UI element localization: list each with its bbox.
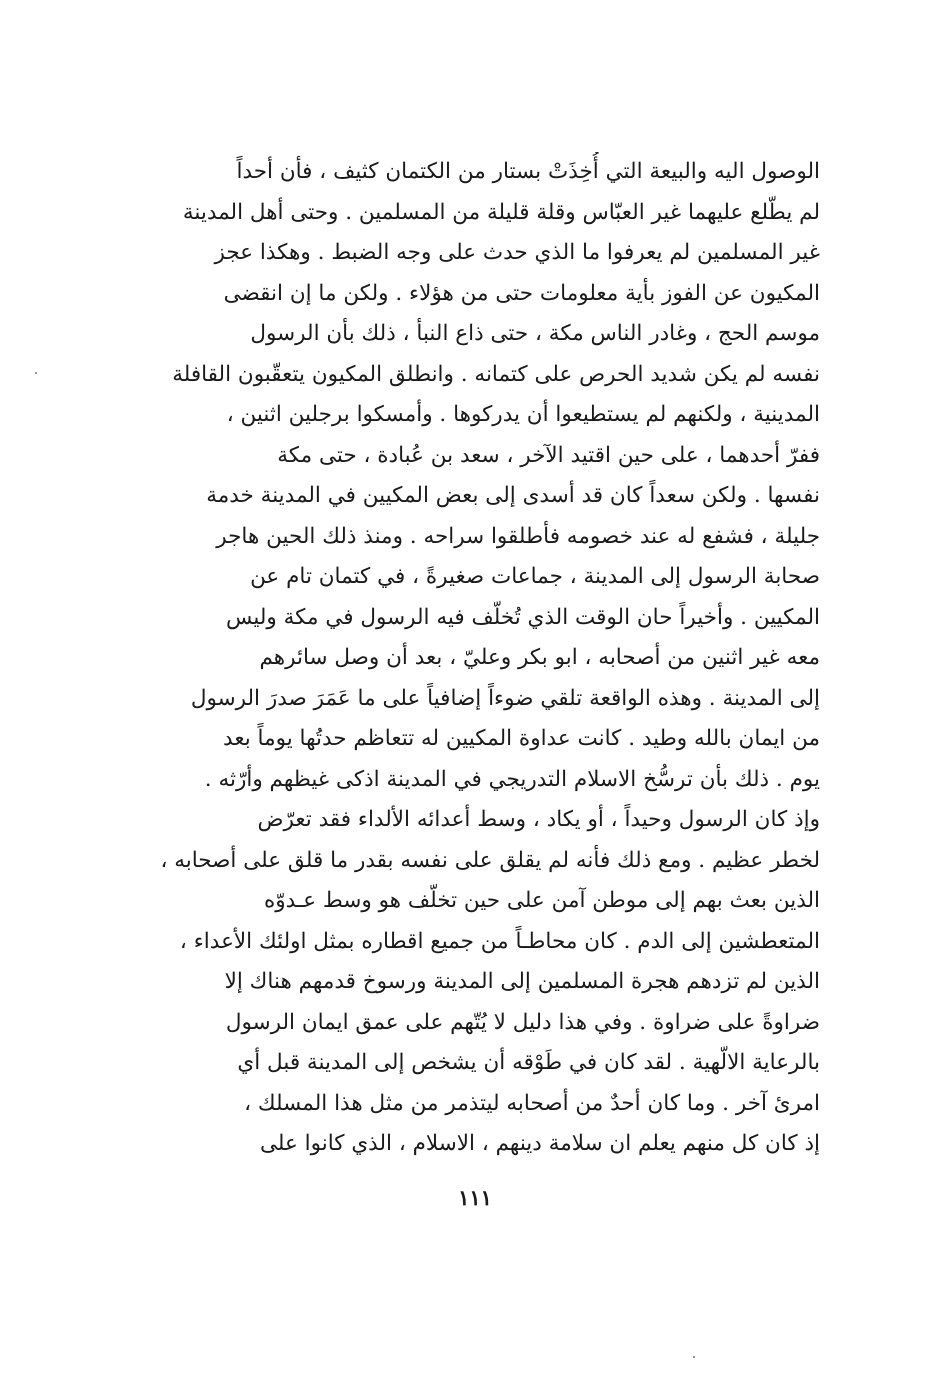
text-line: جليلة ، فشفع له عند خصومه فأطلقوا سراحه . ومنذ ذلك الحين هاجر xyxy=(216,523,820,549)
text-line: موسم الحج ، وغادر الناس مكة ، حتى ذاع النبأ ، ذلك بأن الرسول xyxy=(250,321,820,346)
text-line: وإذ كان الرسول وحيداً ، أو يكاد ، وسط أعدائه الألداء فقد تعرّض xyxy=(257,807,820,832)
text-line: ضراوةً على ضراوة . وفي هذا دليل لا يُتّهم على عمق ايمان الرسول xyxy=(225,1009,820,1035)
text-line: نفسه لم يكن شديد الحرص على كتمانه . وانطلق المكيون يتعقّبون القافلة xyxy=(172,361,820,387)
text-line: المتعطشين إلى الدم . كان محاطـاً من جميع اقطاره بمثل اولئك الأعداء ، xyxy=(179,928,820,954)
text-line: بالرعاية الالّهية . لقد كان في طَوْقه أن يشخص إلى المدينة قبل أي xyxy=(237,1050,820,1075)
text-line: صحابة الرسول إلى المدينة ، جماعات صغيرةً ، في كتمان تام عن xyxy=(250,564,820,589)
page-number: ١١١ xyxy=(458,1185,492,1210)
text-line: لم يطّلع عليهما غير العبّاس وقلة قليلة من المسلمين . وحتى أهل المدينة xyxy=(182,199,820,225)
text-line: غير المسلمين لم يعرفوا ما الذي حدث على وجه الضبط . وهكذا عجز xyxy=(214,240,820,265)
text-line: ففرّ أحدهما ، على حين اقتيد الآخر ، سعد بن عُبادة ، حتى مكة xyxy=(277,442,820,468)
body-text xyxy=(160,152,820,1165)
paper-speck xyxy=(693,1356,695,1358)
text-line: الوصول اليه والبيعة التي أُخِذَتْ بستار من الكتمان كثيف ، فأن أحداً xyxy=(236,159,820,184)
text-line: امرئ آخر . وما كان أحدٌ من أصحابه ليتذمر من مثل هذا المسلك ، xyxy=(244,1090,820,1116)
text-line: نفسها . ولكن سعداً كان قد أسدى إلى بعض المكيين في المدينة خدمة xyxy=(206,483,820,508)
text-line: إذ كان كل منهم يعلم ان سلامة دينهم ، الاسلام ، الذي كانوا على xyxy=(259,1131,820,1156)
text-line: المدينية ، ولكنهم لم يستطيعوا أن يدركوها . وأمسكوا برجلين اثنين ، xyxy=(226,402,820,427)
text-line: الذين لم تزدهم هجرة المسلمين إلى المدينة ورسوخ قدمهم هناك إلا xyxy=(224,969,820,994)
text-line: إلى المدينة . وهذه الواقعة تلقي ضوءاً إضافياً على ما عَمَرَ صدرَ الرسول xyxy=(190,685,820,711)
text-line: المكيون عن الفوز بأية معلومات حتى من هؤلاء . ولكن ما إن انقضى xyxy=(223,280,820,306)
paper-speck xyxy=(35,372,37,374)
text-line: معه غير اثنين من أصحابه ، ابو بكر وعليّ ، بعد أن وصل سائرهم xyxy=(259,645,820,670)
text-line: المكيين . وأخيراً حان الوقت الذي تُخلّف فيه الرسول في مكة وليس xyxy=(225,604,820,630)
text-line: لخطر عظيم . ومع ذلك فأنه لم يقلق على نفسه بقدر ما قلق على أصحابه ، xyxy=(160,847,820,873)
text-line: يوم . ذلك بأن ترسُّخ الاسلام التدريجي في المدينة اذكى غيظهم وأرّثه . xyxy=(204,766,820,792)
text-line: من ايمان بالله وطيد . كانت عداوة المكيين له تتعاظم حدتُها يوماً بعد xyxy=(223,726,820,751)
text-line: الذين بعث بهم إلى موطن آمن على حين تخلّف هو وسط عـدوّه xyxy=(264,888,820,913)
